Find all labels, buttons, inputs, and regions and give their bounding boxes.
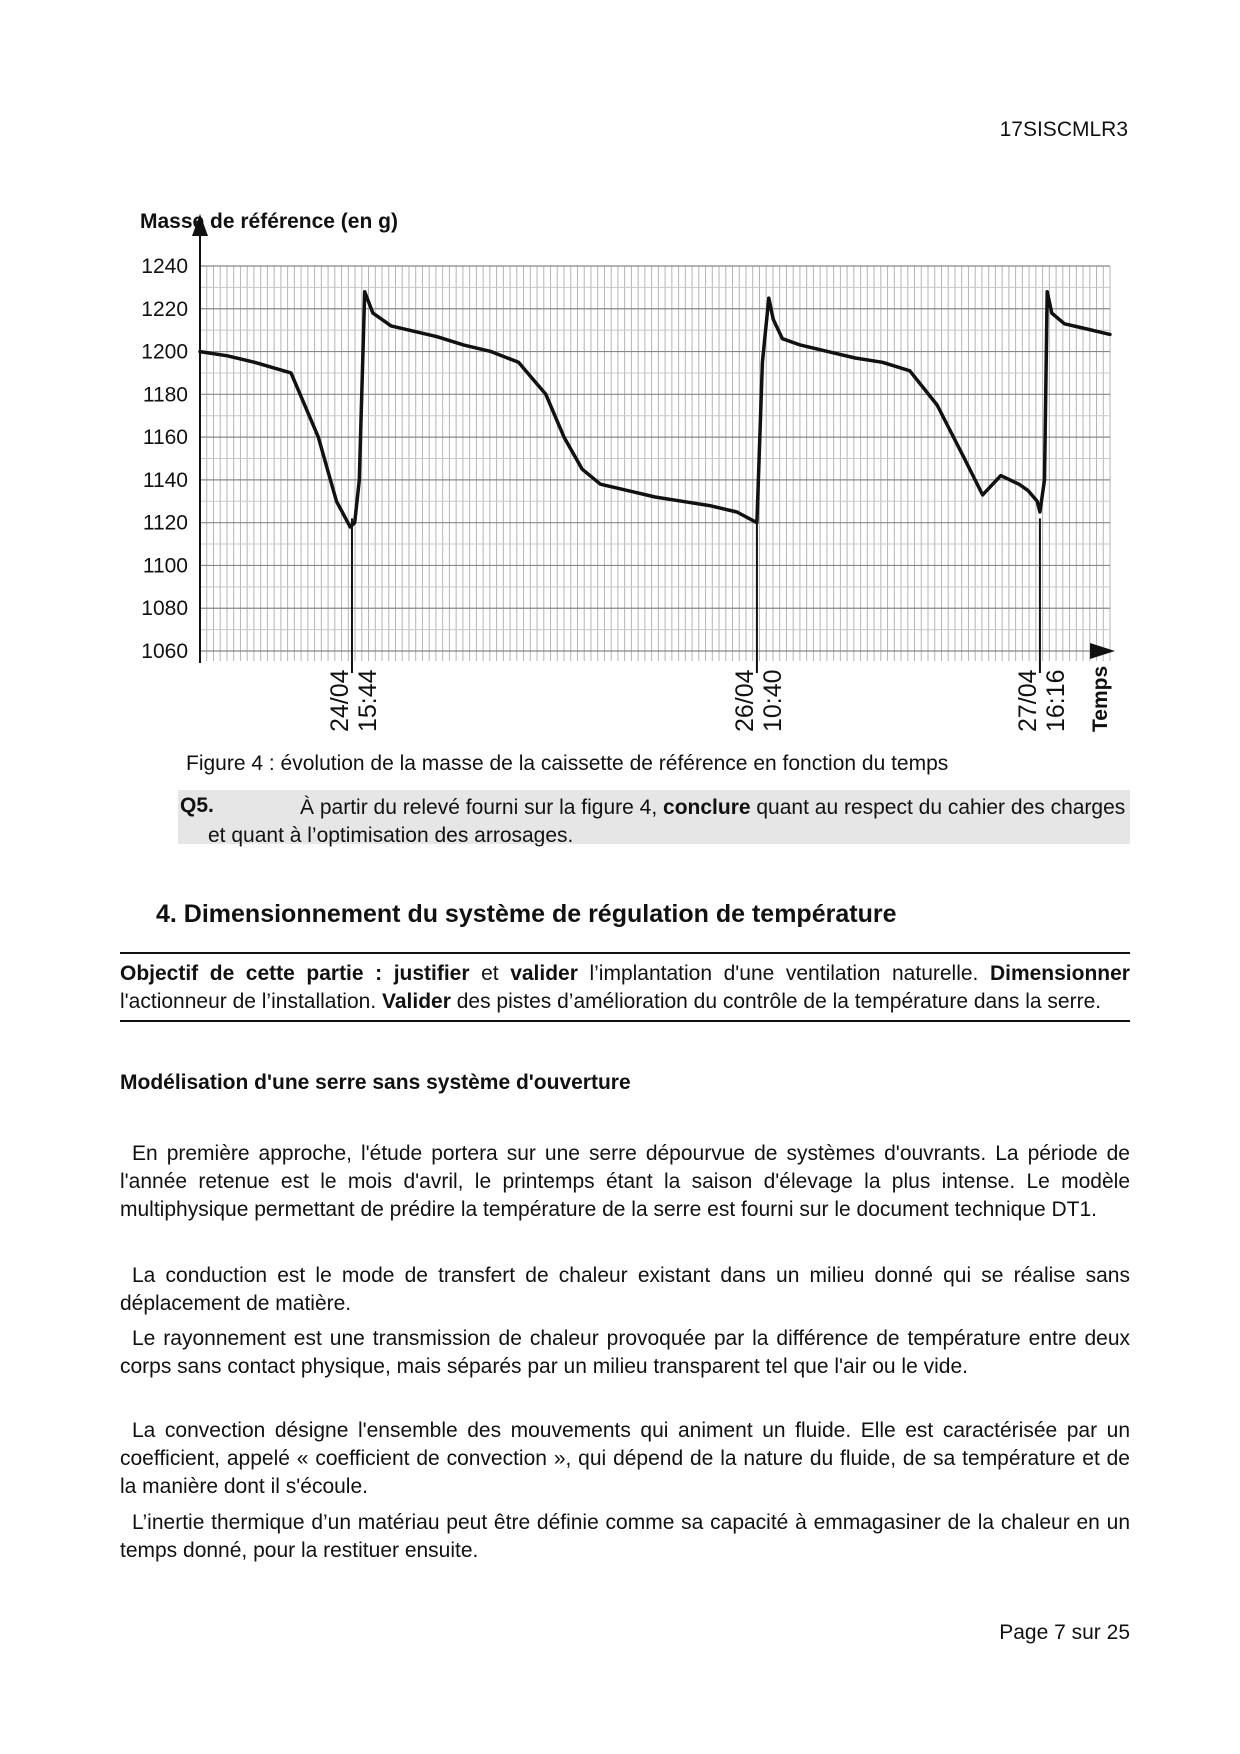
marker-time-label: 10:40 <box>758 669 787 732</box>
chart-marks <box>200 292 1110 673</box>
y-tick-label: 1060 <box>141 640 188 663</box>
document-code: 17SISCMLR3 <box>999 118 1128 141</box>
question-text-before: À partir du relevé fourni sur la figure 4, <box>300 796 664 819</box>
question-text-after: quant au respect du cahier des charges et quant à l’optimisation des arrosages. <box>208 796 1126 847</box>
paragraph-conduction: La conduction est le mode de transfert de chaleur existant dans un milieu donné qui se réalise sans déplacement de matière. <box>120 1264 1130 1315</box>
marker-time-label: 15:44 <box>353 669 382 732</box>
objective-text-3: l'actionneur de l’installation. <box>120 990 382 1013</box>
y-tick-label: 1180 <box>142 383 188 407</box>
question-q5 <box>178 790 1130 847</box>
chart-grid <box>200 266 1110 661</box>
objective-box <box>120 952 1130 1022</box>
y-tick-label: 1120 <box>142 511 188 535</box>
objective-label: Objectif de cette partie : <box>120 962 383 985</box>
objective-verb-valider: valider <box>510 962 578 985</box>
objective-text-4: des pistes d’amélioration du contrôle de la température dans la serre. <box>450 990 1102 1013</box>
question-text <box>178 794 1128 850</box>
marker-date-label: 27/04 <box>1013 669 1042 732</box>
y-axis-title: Masse de référence (en g) <box>140 210 398 233</box>
x-axis-title: Temps <box>1089 665 1112 732</box>
chart-labels <box>140 210 1112 732</box>
y-tick-label: 1200 <box>141 340 188 364</box>
paragraph-inertie: L’inertie thermique d’un matériau peut être définie comme sa capacité à emmagasiner de la chaleur en un temps donné, pour la restituer ensuite. <box>120 1511 1130 1562</box>
x-axis-arrow-icon <box>1090 643 1115 659</box>
objective-verb-valider-2: Valider <box>382 990 451 1013</box>
page-number: Page 7 sur 25 <box>999 1621 1130 1644</box>
subsection-title: Modélisation d'une serre sans système d'ouverture <box>120 1071 631 1094</box>
y-tick-label: 1220 <box>141 297 188 321</box>
mass-chart <box>110 200 1130 740</box>
objective-text-2: l’implantation d'une ventilation naturelle. <box>577 962 990 985</box>
y-tick-label: 1160 <box>142 426 188 450</box>
y-tick-label: 1140 <box>142 468 188 492</box>
section-title: 4. Dimensionnement du système de régulation de température <box>156 900 897 928</box>
y-tick-label: 1080 <box>141 597 188 621</box>
marker-date-label: 26/04 <box>730 669 759 732</box>
paragraph-convection: La convection désigne l'ensemble des mouvements qui animent un fluide. Elle est caractérisée par un coefficient, appelé « coefficient de convection », qui dépend de la nature du fluide, de sa température et de la manière dont il s'écoule. <box>120 1419 1130 1498</box>
y-tick-label: 1240 <box>141 255 188 278</box>
marker-date-label: 24/04 <box>325 669 354 732</box>
objective-verb-justifier: justifier <box>393 962 470 985</box>
mass-series-line <box>200 292 1110 527</box>
question-verb: conclure <box>663 796 751 819</box>
paragraph-rayonnement: Le rayonnement est une transmission de chaleur provoquée par la différence de température entre deux corps sans contact physique, mais séparés par un milieu transparent tel que l'air ou le vide. <box>120 1327 1130 1378</box>
objective-text-1: et <box>469 962 511 985</box>
y-tick-label: 1100 <box>142 554 188 578</box>
marker-time-label: 16:16 <box>1041 669 1070 732</box>
paragraph-approach: En première approche, l'étude portera sur une serre dépourvue de systèmes d'ouvrants. La période de l'année retenue est le mois d'avril, le printemps étant la saison d'élevage la plus intense. Le modèle multiphysique permettant de prédire la température de la serre est fourni sur le document technique DT1. <box>120 1142 1130 1221</box>
chart-axes <box>192 214 1115 663</box>
figure-caption: Figure 4 : évolution de la masse de la caissette de référence en fonction du temps <box>186 752 949 775</box>
question-label: Q5. <box>180 794 214 817</box>
objective-verb-dimensionner: Dimensionner <box>989 962 1130 985</box>
